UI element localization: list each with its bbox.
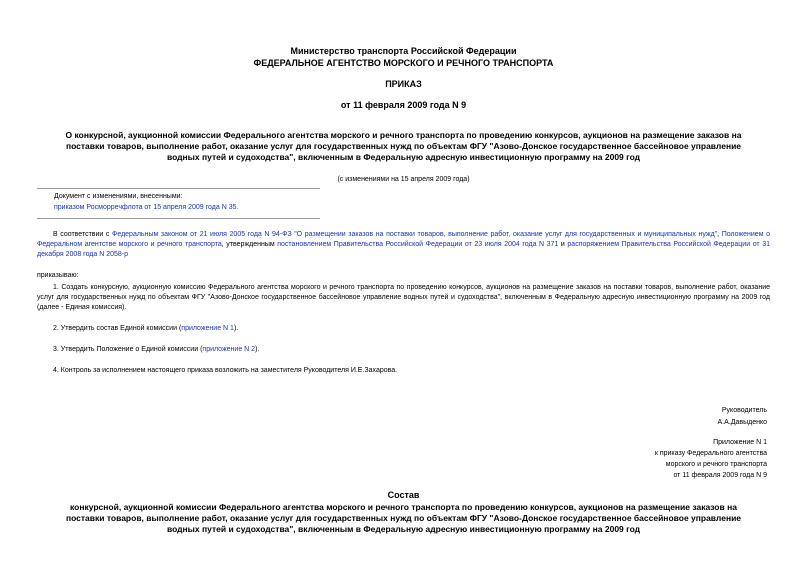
preamble-text: , утвержденным [221,241,278,248]
composition-line: поставки товаров, выполнение работ, оказание услуг для государственных нужд по объектам ФГУ "Азово-Донское государственное бассейновое управление [65,513,742,523]
doc-title-line: поставки товаров, выполнение работ, оказание услуг для государственных нужд по объектам ФГУ "Азово-Донское государственное бассейновое управление [65,141,742,151]
order-item-3 [37,345,770,355]
preamble-text: и [558,241,568,248]
composition-line: водных путей и судоходства", включенным в Федеральную адресную инвестиционную программу на 2009 год [166,524,641,534]
amended-by-label: Документ с изменениями, внесенными: [54,193,183,200]
appendix-label: Приложение N 1 [713,439,767,446]
item-text: 2. Утвердить состав Единой комиссии ( [53,325,182,332]
composition-subtitle [0,502,807,535]
appendix-ref: к приказу Федерального агентства [654,450,767,457]
government-order-link[interactable]: распоряжением Правительства Российской Федерации от 31 декабря 2008 года N 2058-р [37,241,770,258]
agency-regulation-link[interactable]: Положением о Федеральном агентстве морского и речного транспорта [37,231,770,248]
doc-type: ПРИКАЗ [385,79,422,89]
item-text: ). [233,325,239,332]
order-item-2 [37,324,770,334]
divider-top [37,188,320,189]
amending-order-link[interactable]: приказом Росморречфлота от 15 апреля 2009 года N 35. [54,204,239,211]
doc-date: от 11 февраля 2009 года N 9 [340,100,467,110]
appendix-1-link[interactable]: приложение N 1 [181,325,234,332]
item-text: 3. Утвердить Положение о Единой комиссии ( [53,346,203,353]
order-item-1: 1. Создать конкурсную, аукционную комиссию Федерального агентства морского и речного транспорта по проведению конкурсов, аукционов на размещение заказов на поставки товаров, выполнение работ, оказание услуг для государственных нужд по объектам ФГУ "Азово-Донское государственное бассейновое управление водных путей и судоходства", включенным в Федеральную адресную инвестиционную программу на 2009 год (далее - Единая комиссия). [37,284,770,311]
signatory-role: Руководитель [721,407,767,414]
composition-title: Состав [387,490,420,500]
preamble-text: , [717,231,722,238]
item-text: ). [255,346,260,353]
preamble [37,230,770,260]
appendix-date: от 11 февраля 2009 года N 9 [673,472,767,479]
agency-name: ФЕДЕРАЛЬНОЕ АГЕНТСТВО МОРСКОГО И РЕЧНОГО ТРАНСПОРТА [253,58,554,68]
signatory-name: А.А.Давыденко [717,419,767,426]
preamble-text: В соответствии с [53,231,113,238]
amendment-note: (с изменениями на 15 апреля 2009 года) [337,176,470,183]
doc-title-line: О конкурсной, аукционной комиссии Федерального агентства морского и речного транспорта по проведению конкурсов, аукционов на размещение заказов на [65,130,742,140]
divider-bottom [37,218,320,219]
doc-title [0,130,807,163]
appendix-2-link[interactable]: приложение N 2 [202,346,256,353]
doc-title-line: водных путей и судоходства", включенным в Федеральную адресную инвестиционную программу на 2009 год [166,152,641,162]
federal-law-link[interactable]: Федеральным законом от 21 июля 2005 года N 94-ФЗ "О размещении заказов на поставки товаров, выполнение работ, оказание услуг для государственных и муниципальных нужд" [112,231,718,238]
order-item-4: 4. Контроль за исполнением настоящего приказа возложить на заместителя Руководителя И.Е.Захарова. [53,367,398,374]
orders-word: приказываю: [37,272,79,279]
ministry-name: Министерство транспорта Российской Федерации [290,46,517,56]
composition-line: конкурсной, аукционной комиссии Федерального агентства морского и речного транспорта по проведению конкурсов, аукционов на размещение заказов на [70,502,737,512]
government-resolution-link[interactable]: постановлением Правительства Российской Федерации от 23 июля 2004 года N 371 [277,241,559,248]
appendix-ref: морского и речного транспорта [665,461,767,468]
